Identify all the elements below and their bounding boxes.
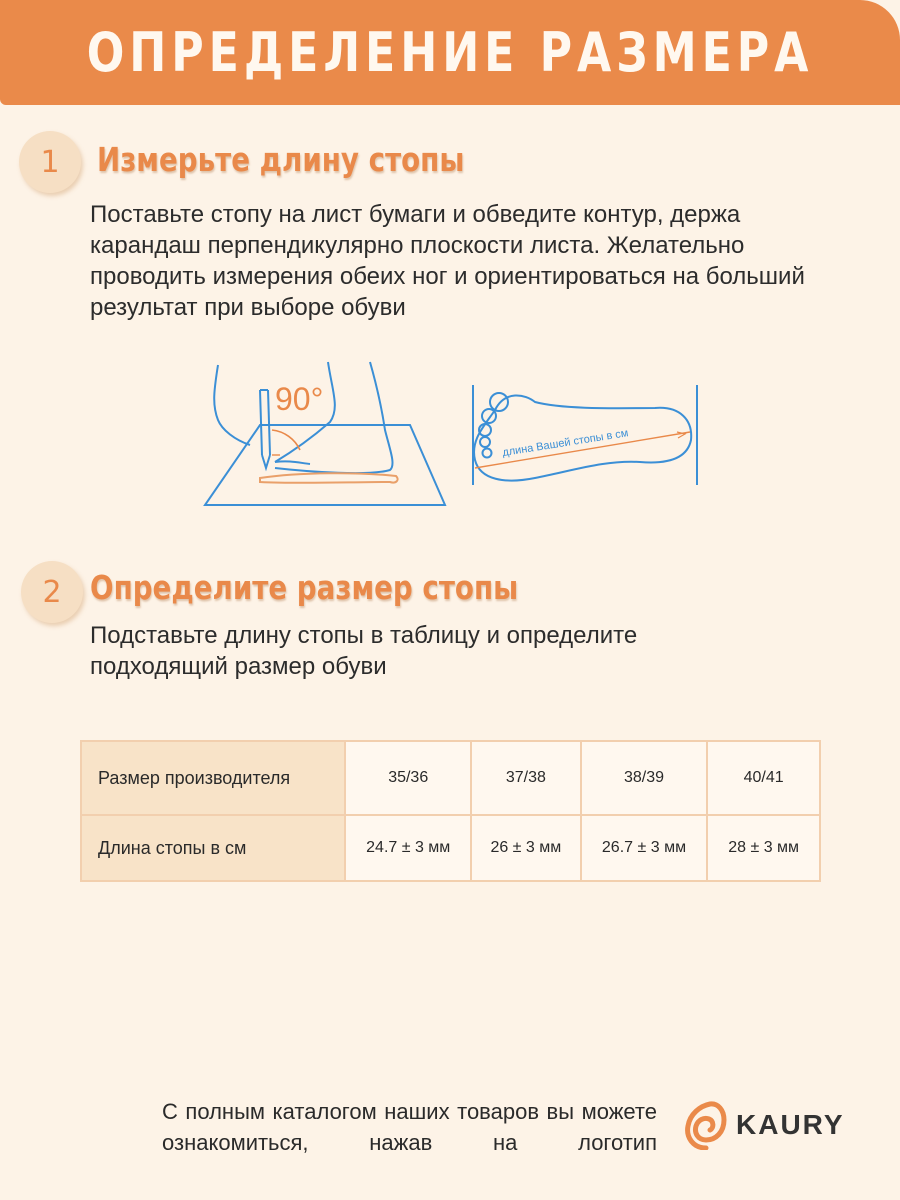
- table-cell: 24.7 ± 3 мм: [345, 815, 471, 881]
- shell-icon: [684, 1100, 728, 1150]
- page-header: [0, 0, 900, 105]
- step-1-number: 1: [40, 144, 60, 180]
- table-row: [81, 815, 820, 881]
- table-cell: 38/39: [581, 741, 708, 815]
- table-cell: 26 ± 3 мм: [471, 815, 581, 881]
- table-cell: 28 ± 3 мм: [707, 815, 820, 881]
- table-row: [81, 741, 820, 815]
- table-cell: 37/38: [471, 741, 581, 815]
- kaury-logo[interactable]: [684, 1100, 845, 1150]
- step-2-title: Определите размер стопы: [90, 568, 519, 607]
- step-2-text: Подставьте длину стопы в таблицу и определите подходящий размер обуви: [90, 622, 638, 680]
- table-cell: 40/41: [707, 741, 820, 815]
- size-table: [80, 740, 821, 882]
- table-cell: 35/36: [345, 741, 471, 815]
- table-row-label: Размер производителя: [81, 741, 345, 815]
- table-row-label: Длина стопы в см: [81, 815, 345, 881]
- table-cell: 26.7 ± 3 мм: [581, 815, 708, 881]
- footprint-length-illustration: [465, 380, 715, 490]
- step-2-number: 2: [42, 574, 62, 610]
- footer-text: С полным каталогом наших товаров вы можете ознакомиться, нажав на логотип: [162, 1099, 657, 1155]
- step-1-text: Поставьте стопу на лист бумаги и обведите контур, держа карандаш перпендикулярно плоскости листа. Желательно проводить измерения обеих ног и ориентироваться на больший результат при выборе обуви: [90, 201, 805, 321]
- foot-measuring-illustration: [200, 360, 450, 510]
- step-1-title: Измерьте длину стопы: [97, 140, 465, 179]
- logo-text: KAURY: [736, 1109, 845, 1140]
- angle-label: 90°: [275, 381, 324, 417]
- page-title: ОПРЕДЕЛЕНИЕ РАЗМЕРА: [86, 21, 814, 84]
- step-1-badge: [19, 131, 81, 193]
- step-2-badge: [21, 561, 83, 623]
- foot-length-label: длина Вашей стопы в см: [501, 427, 630, 459]
